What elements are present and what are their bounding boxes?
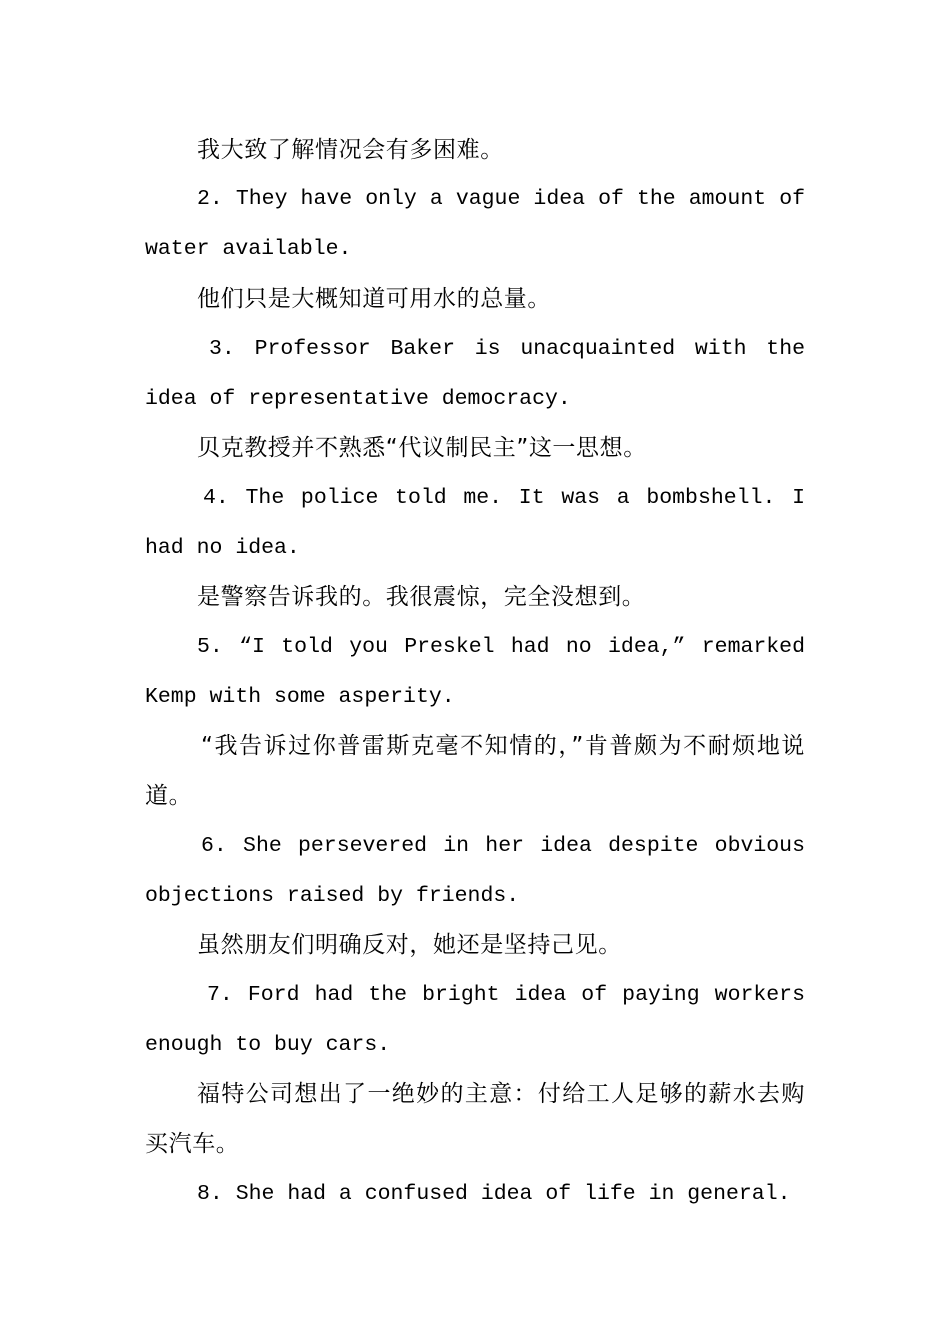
translation-paragraph-2: 他们只是大概知道可用水的总量。 [197,286,551,312]
example-sentence-2: 2. They have only a vague idea of the amount of water available. [145,187,805,261]
translation-paragraph-1: 我大致了解情况会有多困难。 [197,137,504,163]
translation-paragraph-3: 贝克教授并不熟悉“代议制民主”这一思想。 [197,435,647,461]
translation-paragraph-4: 是警察告诉我的。我很震惊，完全没想到。 [197,584,646,610]
translation-paragraph-6: 虽然朋友们明确反对，她还是坚持己见。 [197,932,622,958]
translation-paragraph-7: 福特公司想出了一绝妙的主意：付给工人足够的薪水去购买汽车。 [145,1081,805,1157]
example-sentence-7: 7. Ford had the bright idea of paying workers enough to buy cars. [145,983,805,1057]
example-sentence-3: 3. Professor Baker is unacquainted with the idea of representative democracy. [145,337,805,411]
example-sentence-6: 6. She persevered in her idea despite obvious objections raised by friends. [145,834,805,908]
example-sentence-8: 8. She had a confused idea of life in general. [197,1182,791,1206]
example-sentence-4: 4. The police told me. It was a bombshell. I had no idea. [145,486,805,560]
example-sentence-5: 5. “I told you Preskel had no idea,” remarked Kemp with some asperity. [145,635,805,709]
translation-paragraph-5: “我告诉过你普雷斯克毫不知情的，”肯普颇为不耐烦地说道。 [145,733,805,809]
